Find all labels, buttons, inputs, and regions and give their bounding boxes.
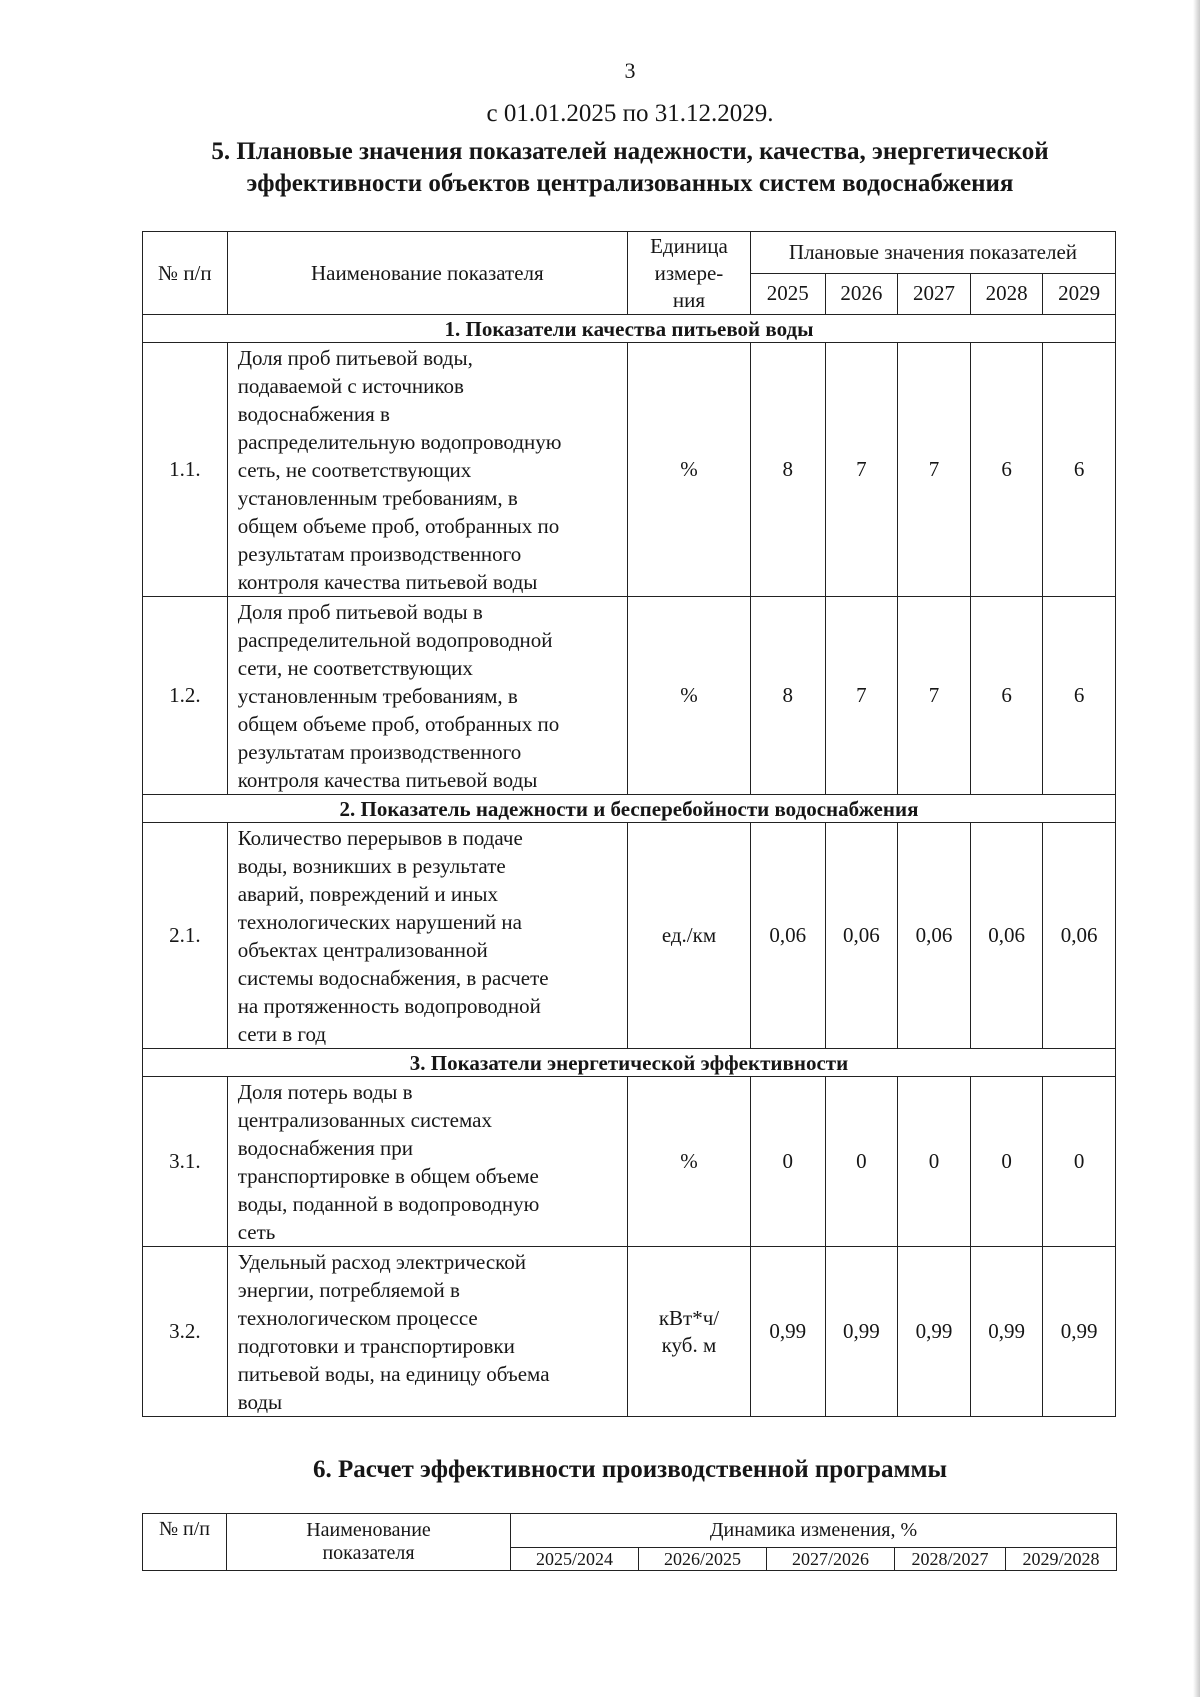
value-2027: 7 xyxy=(898,597,971,795)
period-line: с 01.01.2025 по 31.12.2029. xyxy=(486,100,774,127)
header-period-2027-2026: 2027/2026 xyxy=(767,1548,895,1571)
indicator-row xyxy=(143,1077,1116,1247)
header-year-2029: 2029 xyxy=(1043,273,1116,315)
header-name: Наименование показателя xyxy=(227,232,627,315)
indicator-name-line: контроля качества питьевой воды xyxy=(237,570,538,594)
indicator-row xyxy=(143,343,1116,597)
section-5-title xyxy=(80,136,1180,200)
value-2028: 0,06 xyxy=(970,823,1043,1049)
indicator-name-line: технологических нарушений на xyxy=(237,910,522,934)
indicator-row xyxy=(143,597,1116,795)
value-2029: 6 xyxy=(1043,343,1116,597)
unit-of-measure xyxy=(627,1077,750,1247)
unit-line: кВт*ч/ xyxy=(658,1305,720,1330)
indicator-name-line: системы водоснабжения, в расчете xyxy=(237,966,549,990)
indicator-name-line: общем объеме проб, отобранных по xyxy=(237,514,560,538)
indicator-name-line: сеть xyxy=(237,1220,276,1244)
header-name-line-1: Наименование xyxy=(306,1519,431,1541)
indicator-name-line: централизованных системах xyxy=(237,1108,492,1132)
indicator-name-line: транспортировке в общем объеме xyxy=(237,1164,539,1188)
group-title: 3. Показатели энергетической эффективности xyxy=(143,1049,1116,1077)
group-title: 2. Показатель надежности и бесперебойности водоснабжения xyxy=(143,795,1116,823)
indicator-name-line: результатам производственного xyxy=(237,542,522,566)
group-row xyxy=(143,795,1116,823)
indicator-row xyxy=(143,1247,1116,1417)
value-2028: 0 xyxy=(970,1077,1043,1247)
header-unit-line-1: Единица xyxy=(650,233,728,258)
value-2029: 0,99 xyxy=(1043,1247,1116,1417)
indicator-name-line: воды, поданной в водопроводную xyxy=(237,1192,540,1216)
table-header-row xyxy=(143,232,1116,274)
indicator-name-line: технологическом процессе xyxy=(237,1306,478,1330)
indicator-name xyxy=(227,597,627,795)
header-dynamics: Динамика изменения, % xyxy=(511,1514,1117,1548)
group-title: 1. Показатели качества питьевой воды xyxy=(143,315,1116,343)
indicator-name-line: питьевой воды, на единицу объема xyxy=(237,1362,550,1386)
unit-line: % xyxy=(680,457,698,481)
table-header-row xyxy=(143,1514,1117,1548)
planned-indicators-table xyxy=(142,231,1116,1417)
header-unit xyxy=(627,232,750,315)
indicator-name-line: водоснабжения при xyxy=(237,1136,414,1160)
indicator-name xyxy=(227,1077,627,1247)
header-period-2025-2024: 2025/2024 xyxy=(511,1548,639,1571)
unit-line: % xyxy=(680,683,698,707)
value-2029: 0 xyxy=(1043,1077,1116,1247)
unit-line: ед./км xyxy=(661,923,717,947)
indicator-name-line: воды, возникших в результате xyxy=(237,854,506,878)
header-num: № п/п xyxy=(143,1514,227,1571)
header-unit-line-3: ния xyxy=(672,287,706,312)
indicator-row xyxy=(143,823,1116,1049)
indicator-name-line: воды xyxy=(237,1390,283,1414)
indicator-name-line: подаваемой с источников xyxy=(237,374,464,398)
header-year-2027: 2027 xyxy=(898,273,971,315)
indicator-name-line: водоснабжения в xyxy=(237,402,390,426)
value-2029: 6 xyxy=(1043,597,1116,795)
row-number: 3.1. xyxy=(143,1077,228,1247)
indicator-name-line: распределительной водопроводной xyxy=(237,628,553,652)
header-unit-line-2: измере- xyxy=(654,260,724,285)
indicator-name xyxy=(227,343,627,597)
indicator-name xyxy=(227,823,627,1049)
section-5-title-line-2: эффективности объектов централизованных систем водоснабжения xyxy=(246,170,1014,197)
value-2027: 0 xyxy=(898,1077,971,1247)
indicator-name-line: на протяженность водопроводной xyxy=(237,994,541,1018)
header-period-2028-2027: 2028/2027 xyxy=(895,1548,1006,1571)
indicator-name-line: Доля потерь воды в xyxy=(237,1080,413,1104)
value-2025: 8 xyxy=(750,597,825,795)
indicator-name-line: Удельный расход электрической xyxy=(237,1250,527,1274)
value-2026: 0,06 xyxy=(825,823,898,1049)
indicator-name-line: распределительную водопроводную xyxy=(237,430,562,454)
indicator-name-line: аварий, повреждений и иных xyxy=(237,882,498,906)
group-row xyxy=(143,1049,1116,1077)
value-2028: 6 xyxy=(970,597,1043,795)
header-year-2025: 2025 xyxy=(750,273,825,315)
indicator-name-line: общем объеме проб, отобранных по xyxy=(237,712,560,736)
indicator-name-line: Доля проб питьевой воды в xyxy=(237,600,483,624)
header-num: № п/п xyxy=(143,232,228,315)
value-2026: 7 xyxy=(825,597,898,795)
indicator-name-line: подготовки и транспортировки xyxy=(237,1334,515,1358)
unit-of-measure xyxy=(627,1247,750,1417)
value-2027: 7 xyxy=(898,343,971,597)
value-2025: 8 xyxy=(750,343,825,597)
value-2025: 0,06 xyxy=(750,823,825,1049)
scan-edge-shadow xyxy=(1193,0,1200,1697)
header-year-2028: 2028 xyxy=(970,273,1043,315)
header-name xyxy=(227,1514,511,1571)
header-name-line-2: показателя xyxy=(322,1542,415,1564)
unit-of-measure xyxy=(627,343,750,597)
efficiency-calculation-table xyxy=(142,1513,1117,1571)
value-2026: 0,99 xyxy=(825,1247,898,1417)
indicator-name-line: сети в год xyxy=(237,1022,327,1046)
header-period-2029-2028: 2029/2028 xyxy=(1006,1548,1117,1571)
header-year-2026: 2026 xyxy=(825,273,898,315)
value-2026: 7 xyxy=(825,343,898,597)
value-2026: 0 xyxy=(825,1077,898,1247)
unit-line: куб. м xyxy=(661,1332,717,1357)
unit-of-measure xyxy=(627,597,750,795)
unit-of-measure xyxy=(627,823,750,1049)
section-5-title-line-1: 5. Плановые значения показателей надежности, качества, энергетической xyxy=(211,138,1049,165)
row-number: 2.1. xyxy=(143,823,228,1049)
header-planned-values: Плановые значения показателей xyxy=(750,232,1115,274)
value-2027: 0,06 xyxy=(898,823,971,1049)
header-period-2026-2025: 2026/2025 xyxy=(639,1548,767,1571)
indicator-name-line: объектах централизованной xyxy=(237,938,488,962)
value-2028: 0,99 xyxy=(970,1247,1043,1417)
row-number: 1.2. xyxy=(143,597,228,795)
indicator-name-line: сети, не соответствующих xyxy=(237,656,473,680)
indicator-name-line: контроля качества питьевой воды xyxy=(237,768,538,792)
value-2028: 6 xyxy=(970,343,1043,597)
value-2027: 0,99 xyxy=(898,1247,971,1417)
unit-line: % xyxy=(680,1149,698,1173)
value-2029: 0,06 xyxy=(1043,823,1116,1049)
indicator-name-line: установленным требованиям, в xyxy=(237,684,518,708)
value-2025: 0 xyxy=(750,1077,825,1247)
indicator-name-line: энергии, потребляемой в xyxy=(237,1278,460,1302)
indicator-name xyxy=(227,1247,627,1417)
indicator-name-line: установленным требованиям, в xyxy=(237,486,518,510)
row-number: 3.2. xyxy=(143,1247,228,1417)
indicator-name-line: результатам производственного xyxy=(237,740,522,764)
section-6-title: 6. Расчет эффективности производственной программы xyxy=(312,1456,948,1483)
indicator-name-line: Доля проб питьевой воды, xyxy=(237,346,473,370)
row-number: 1.1. xyxy=(143,343,228,597)
indicator-name-line: Количество перерывов в подаче xyxy=(237,826,523,850)
indicator-name-line: сеть, не соответствующих xyxy=(237,458,472,482)
page-number: 3 xyxy=(624,58,636,83)
group-row xyxy=(143,315,1116,343)
value-2025: 0,99 xyxy=(750,1247,825,1417)
